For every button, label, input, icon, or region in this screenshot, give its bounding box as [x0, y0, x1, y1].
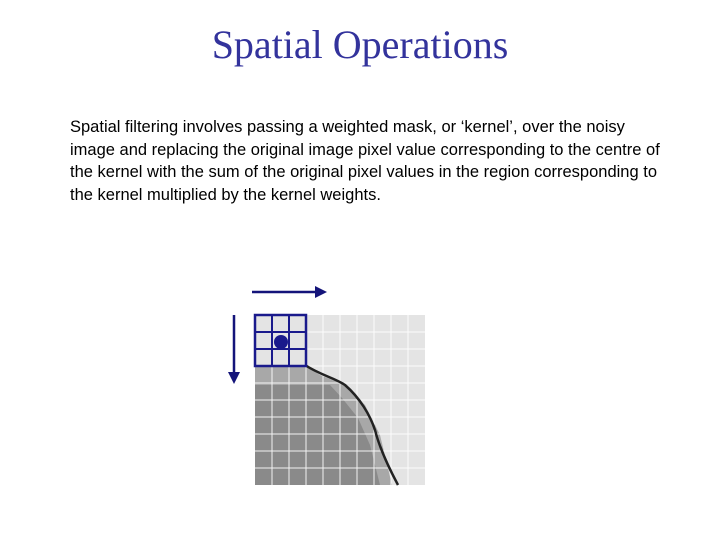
diagram-canvas	[220, 280, 450, 505]
kernel-center-dot-icon	[274, 335, 288, 349]
body-text: Spatial filtering involves passing a weighted mask, or ‘kernel’, over the noisy image and replacing the original image pixel value corresponding to the centre of the kernel with the sum of the original pixel values in the region corresponding to the kernel multiplied by the kernel weights.	[70, 118, 660, 204]
slide-title: Spatial Operations	[211, 22, 509, 67]
spatial-filter-diagram	[220, 280, 450, 505]
right-arrow-icon	[252, 286, 327, 298]
down-arrow-icon	[228, 315, 240, 384]
